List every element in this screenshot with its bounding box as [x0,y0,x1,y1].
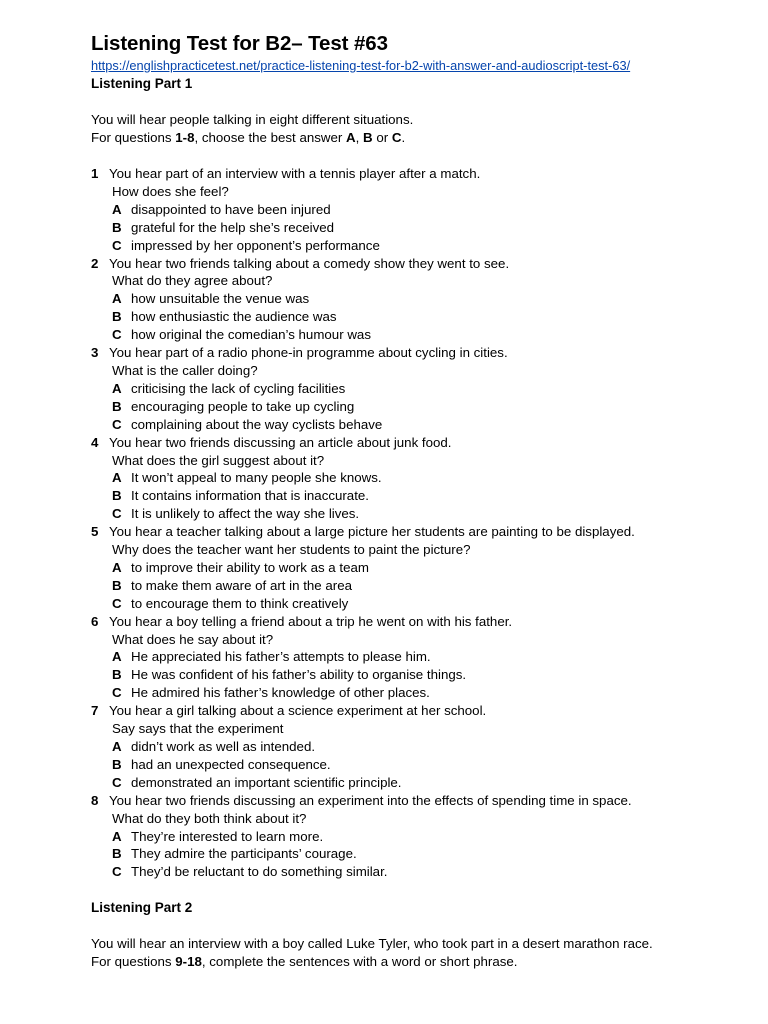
option-text: impressed by her opponent’s performance [131,237,380,253]
option-c [91,684,731,702]
option-c [91,416,731,434]
option-letter: A [112,470,122,486]
option-text: had an unexpected consequence. [131,756,331,772]
option-c [91,863,731,881]
option-letter: C [112,685,122,701]
option-c [91,774,731,792]
question-3 [91,344,731,434]
option-b [91,845,731,863]
worksheet-page [91,30,731,971]
part2-heading: Listening Part 2 [91,900,193,916]
question-context: You hear part of an interview with a tennis player after a match. [109,166,481,181]
question-4 [91,434,731,524]
option-b [91,308,731,326]
option-text: encouraging people to take up cycling [131,398,355,414]
document-title: Listening Test for B2– Test #63 [91,32,388,55]
part1-heading: Listening Part 1 [91,76,193,91]
option-text: complaining about the way cyclists behave [131,416,383,432]
option-a [91,828,731,846]
option-c [91,505,731,523]
option-a [91,738,731,756]
part2-intro: You will hear an interview with a boy called Luke Tyler, who took part in a desert marathon race. [91,936,653,952]
option-text: how enthusiastic the audience was [131,309,337,325]
question-number: 5 [91,524,99,540]
option-letter: B [112,577,122,593]
option-text: It contains information that is inaccurate. [131,488,369,504]
option-a [91,559,731,577]
question-number: 8 [91,792,99,808]
question-8 [91,792,731,882]
option-text: He appreciated his father’s attempts to please him. [131,649,431,665]
option-a [91,648,731,666]
option-letter: A [112,649,122,665]
option-c [91,237,731,255]
option-letter: C [112,506,122,522]
question-stem: What do they both think about it? [112,810,307,826]
part1-intro: You will hear people talking in eight different situations. [91,112,414,127]
option-letter: B [112,398,122,414]
question-number: 2 [91,255,99,271]
option-a [91,469,731,487]
question-number: 3 [91,345,99,361]
question-stem: Why does the teacher want her students to paint the picture? [112,542,471,558]
option-b [91,756,731,774]
option-text: criticising the lack of cycling facilities [131,380,346,396]
option-letter: B [112,667,122,683]
question-context: You hear two friends talking about a comedy show they went to see. [109,255,510,271]
question-number: 1 [91,166,99,181]
question-stem: Say says that the experiment [112,721,284,737]
option-letter: B [112,846,122,862]
question-range: 1-8 [175,130,195,145]
part2-instruction: For questions 9-18, complete the sentences with a word or short phrase. [91,954,518,970]
option-text: It is unlikely to affect the way she lives. [131,506,360,522]
spacer [91,93,731,111]
option-letter: A [112,201,122,217]
question-context: You hear part of a radio phone-in programme about cycling in cities. [109,345,508,361]
option-text: how unsuitable the venue was [131,291,310,307]
option-text: to encourage them to think creatively [131,595,349,611]
option-letter: B [112,488,122,504]
question-stem: What does he say about it? [112,631,274,647]
option-c [91,595,731,613]
question-range: 9-18 [175,954,202,970]
option-text: They’d be reluctant to do something similar. [131,864,388,880]
option-text: He was confident of his father’s ability to organise things. [131,667,467,683]
option-letter: B [112,309,122,325]
question-stem: How does she feel? [112,183,229,199]
question-context: You hear a boy telling a friend about a trip he went on with his father. [109,613,513,629]
answer-letter-c: C [391,130,402,145]
question-number: 7 [91,703,99,719]
option-b [91,577,731,595]
source-link[interactable]: https://englishpracticetest.net/practice-listening-test-for-b2-with-answer-and-audioscript-test-63/ [91,58,631,73]
option-text: didn’t work as well as intended. [131,739,316,754]
option-text: disappointed to have been injured [131,201,331,217]
option-a [91,380,731,398]
option-a [91,290,731,308]
question-context: You hear a girl talking about a science experiment at her school. [109,703,487,719]
option-text: He admired his father’s knowledge of other places. [131,685,430,701]
question-number: 6 [91,613,99,629]
option-letter: A [112,380,122,396]
option-text: They’re interested to learn more. [131,828,324,844]
question-stem: What is the caller doing? [112,362,258,378]
option-b [91,666,731,684]
spacer [91,881,731,899]
option-letter: C [112,237,122,253]
option-c [91,326,731,344]
spacer [91,917,731,935]
question-context: You hear two friends discussing an article about junk food. [109,434,452,450]
question-list [91,165,731,881]
option-letter: C [112,774,122,790]
option-text: It won’t appeal to many people she knows. [131,470,382,486]
option-b [91,487,731,505]
option-b [91,219,731,237]
question-5 [91,523,731,613]
question-context: You hear a teacher talking about a large picture her students are painting to be displayed. [109,524,635,540]
option-letter: A [112,739,122,754]
answer-letter-b: B [363,130,373,145]
question-stem: What do they agree about? [112,273,273,289]
question-1 [91,165,731,255]
option-text: demonstrated an important scientific principle. [131,774,402,790]
option-text: They admire the participants’ courage. [131,846,357,862]
option-letter: C [112,327,122,343]
option-letter: C [112,416,122,432]
spacer [91,147,731,165]
option-letter: A [112,828,122,844]
option-a [91,201,731,219]
answer-letter-a: A [346,130,356,145]
question-6 [91,613,731,703]
option-text: how original the comedian’s humour was [131,327,371,343]
option-text: to make them aware of art in the area [131,577,352,593]
part1-instruction: For questions 1-8, choose the best answer A, B or C. [91,130,406,145]
option-letter: B [112,756,122,772]
question-7 [91,702,731,792]
option-letter: B [112,219,122,235]
option-text: grateful for the help she’s received [131,219,335,235]
question-context: You hear two friends discussing an experiment into the effects of spending time in space. [109,792,632,808]
option-letter: C [112,864,122,880]
option-letter: A [112,559,122,575]
question-stem: What does the girl suggest about it? [112,452,325,468]
option-letter: C [112,595,122,611]
option-text: to improve their ability to work as a team [131,559,369,575]
option-b [91,398,731,416]
option-letter: A [112,291,122,307]
question-2 [91,255,731,345]
question-number: 4 [91,434,99,450]
